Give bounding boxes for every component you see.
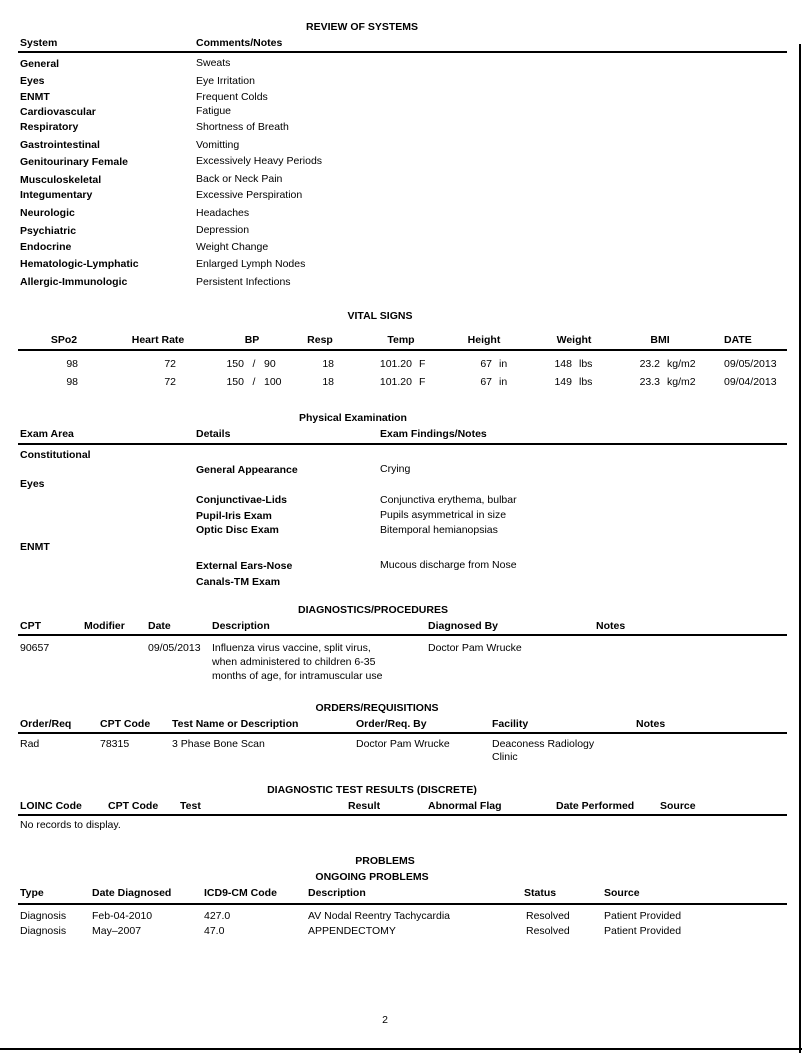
diag-description-line: months of age, for intramuscular use	[212, 670, 383, 682]
results-header-cpt: CPT Code	[108, 800, 159, 812]
vitals-height-unit: in	[499, 358, 508, 370]
vitals-header-resp: Resp	[307, 334, 333, 346]
divider	[18, 634, 787, 636]
results-header-source: Source	[660, 800, 696, 812]
vitals-weight: 149	[554, 376, 572, 388]
ros-system: ENMT	[20, 91, 50, 103]
orders-header-facility: Facility	[492, 718, 529, 730]
ros-note: Fatigue	[196, 105, 232, 117]
vitals-header-date: DATE	[724, 334, 752, 346]
vitals-header-height: Height	[467, 334, 501, 346]
ros-system: Respiratory	[20, 121, 79, 133]
orders-facility-line: Deaconess Radiology	[492, 738, 595, 750]
ros-note: Persistent Infections	[196, 276, 291, 288]
results-empty-message: No records to display.	[20, 819, 121, 831]
vitals-temp-unit: F	[419, 376, 426, 388]
ros-header-system: System	[20, 37, 58, 49]
divider	[18, 814, 787, 816]
vitals-header-bmi: BMI	[650, 334, 670, 346]
ros-note: Weight Change	[196, 241, 269, 253]
ros-system: General	[20, 58, 60, 70]
exam-area: Eyes	[20, 478, 45, 490]
vitals-header-bp: BP	[244, 334, 260, 346]
ros-note: Eye Irritation	[196, 75, 255, 87]
vitals-height: 67	[480, 358, 492, 370]
vitals-weight: 148	[554, 358, 572, 370]
vitals-bmi-unit: kg/m2	[667, 358, 696, 370]
problem-code: 47.0	[204, 925, 225, 937]
orders-title: ORDERS/REQUISITIONS	[315, 702, 439, 714]
orders-header-by: Order/Req. By	[356, 718, 427, 730]
problem-type: Diagnosis	[20, 910, 67, 922]
ros-note: Back or Neck Pain	[196, 173, 283, 185]
divider	[18, 349, 787, 351]
vitals-weight-unit: lbs	[579, 376, 593, 388]
ros-note: Headaches	[196, 207, 250, 219]
orders-test: 3 Phase Bone Scan	[172, 738, 265, 750]
ros-system: Gastrointestinal	[20, 139, 100, 151]
diag-header-notes: Notes	[596, 620, 626, 632]
ros-system: Psychiatric	[20, 225, 77, 237]
diag-header-cpt: CPT	[20, 620, 41, 632]
problems-header-date: Date Diagnosed	[92, 887, 172, 899]
exam-header-findings: Exam Findings/Notes	[380, 428, 487, 440]
ros-system: Integumentary	[20, 189, 93, 201]
exam-header-details: Details	[196, 428, 231, 440]
ros-system: Hematologic-Lymphatic	[20, 258, 139, 270]
vitals-date: 09/04/2013	[724, 376, 777, 388]
vitals-bp-separator: /	[252, 376, 256, 388]
ros-system: Eyes	[20, 75, 45, 87]
vitals-bp-separator: /	[252, 358, 256, 370]
orders-order: Rad	[20, 738, 40, 750]
vitals-header-heart-rate: Heart Rate	[131, 334, 185, 346]
problems-header-description: Description	[308, 887, 366, 899]
test-results-title: DIAGNOSTIC TEST RESULTS (DISCRETE)	[267, 784, 477, 796]
divider	[18, 903, 787, 905]
ros-system: Neurologic	[20, 207, 75, 219]
vitals-bmi: 23.2	[639, 358, 660, 370]
exam-detail: External Ears-Nose	[196, 560, 293, 572]
vitals-spo2: 98	[66, 376, 78, 388]
problems-title: PROBLEMS	[355, 855, 415, 867]
problem-source: Patient Provided	[604, 910, 682, 922]
ros-note: Enlarged Lymph Nodes	[196, 258, 306, 270]
vitals-bp-diastolic: 100	[264, 376, 282, 388]
ros-system: Allergic-Immunologic	[20, 276, 128, 288]
problems-header-status: Status	[524, 887, 557, 899]
problem-type: Diagnosis	[20, 925, 67, 937]
ros-system: Musculoskeletal	[20, 174, 102, 186]
results-header-abnormal-flag: Abnormal Flag	[428, 800, 502, 812]
results-header-date-performed: Date Performed	[556, 800, 635, 812]
vitals-title: VITAL SIGNS	[347, 310, 413, 322]
ros-note: Excessively Heavy Periods	[196, 155, 323, 167]
divider	[18, 51, 787, 53]
exam-finding: Conjunctiva erythema, bulbar	[380, 494, 517, 506]
vitals-bp-diastolic: 90	[264, 358, 276, 370]
vitals-bmi-unit: kg/m2	[667, 376, 696, 388]
results-header-test: Test	[180, 800, 201, 812]
vitals-temp: 101.20	[379, 376, 412, 388]
problems-header-code: ICD9-CM Code	[204, 887, 277, 899]
ros-note: Excessive Perspiration	[196, 189, 303, 201]
exam-header-area: Exam Area	[20, 428, 74, 440]
results-header-result: Result	[348, 800, 381, 812]
diag-cpt: 90657	[20, 642, 50, 654]
orders-header-cpt: CPT Code	[100, 718, 151, 730]
exam-detail: Optic Disc Exam	[196, 524, 279, 536]
vitals-bp-systolic: 150	[226, 358, 244, 370]
problem-description: APPENDECTOMY	[308, 925, 396, 937]
divider	[18, 443, 787, 445]
vitals-spo2: 98	[66, 358, 78, 370]
exam-finding: Mucous discharge from Nose	[380, 559, 517, 571]
ros-system: Endocrine	[20, 241, 72, 253]
vitals-height: 67	[480, 376, 492, 388]
vitals-height-unit: in	[499, 376, 508, 388]
diag-header-description: Description	[212, 620, 270, 632]
problems-header-type: Type	[20, 887, 44, 899]
vitals-bp-systolic: 150	[226, 376, 244, 388]
vitals-resp: 18	[322, 358, 334, 370]
exam-finding: Bitemporal hemianopsias	[380, 524, 498, 536]
problem-source: Patient Provided	[604, 925, 682, 937]
diagnostics-title: DIAGNOSTICS/PROCEDURES	[298, 604, 448, 616]
diag-diagnosed-by: Doctor Pam Wrucke	[428, 642, 522, 654]
problems-header-source: Source	[604, 887, 640, 899]
diag-header-diagnosed-by: Diagnosed By	[428, 620, 499, 632]
vitals-heart-rate: 72	[164, 358, 176, 370]
ros-note: Depression	[196, 224, 250, 236]
exam-finding: Pupils asymmetrical in size	[380, 509, 507, 521]
ros-system: Genitourinary Female	[20, 156, 128, 168]
exam-finding: Crying	[380, 463, 411, 475]
exam-detail: Canals-TM Exam	[196, 576, 281, 588]
ros-note: Shortness of Breath	[196, 121, 289, 133]
vitals-weight-unit: lbs	[579, 358, 593, 370]
problem-date: May–2007	[92, 925, 142, 937]
exam-title: Physical Examination	[299, 412, 407, 424]
problem-code: 427.0	[204, 910, 231, 922]
problems-subtitle: ONGOING PROBLEMS	[315, 871, 429, 883]
problem-date: Feb-04-2010	[92, 910, 153, 922]
diag-header-modifier: Modifier	[84, 620, 125, 632]
orders-facility-line: Clinic	[492, 751, 518, 763]
ros-note: Frequent Colds	[196, 91, 268, 103]
orders-header-notes: Notes	[636, 718, 666, 730]
vitals-date: 09/05/2013	[724, 358, 777, 370]
ros-header-notes: Comments/Notes	[196, 37, 283, 49]
page-border-right	[799, 44, 801, 1053]
exam-detail: General Appearance	[196, 464, 298, 476]
vitals-bmi: 23.3	[639, 376, 660, 388]
orders-header-test: Test Name or Description	[172, 718, 299, 730]
vitals-heart-rate: 72	[164, 376, 176, 388]
exam-detail: Conjunctivae-Lids	[196, 494, 288, 506]
vitals-resp: 18	[322, 376, 334, 388]
diag-header-date: Date	[148, 620, 171, 632]
ros-note: Vomitting	[196, 139, 240, 151]
orders-by: Doctor Pam Wrucke	[356, 738, 450, 750]
ros-note: Sweats	[196, 57, 231, 69]
page-number: 2	[382, 1014, 388, 1026]
orders-header-order: Order/Req	[20, 718, 72, 730]
ros-system: Cardiovascular	[20, 106, 96, 118]
exam-area: ENMT	[20, 541, 50, 553]
diag-date: 09/05/2013	[148, 642, 201, 654]
exam-detail: Pupil-Iris Exam	[196, 510, 272, 522]
vitals-header-weight: Weight	[556, 334, 592, 346]
vitals-header-temp: Temp	[387, 334, 415, 346]
orders-cpt: 78315	[100, 738, 130, 750]
page-border-bottom	[0, 1048, 802, 1050]
ros-title: REVIEW OF SYSTEMS	[305, 21, 418, 33]
problem-description: AV Nodal Reentry Tachycardia	[308, 910, 451, 922]
vitals-temp-unit: F	[419, 358, 426, 370]
problem-status: Resolved	[526, 925, 570, 937]
vitals-temp: 101.20	[379, 358, 412, 370]
problem-status: Resolved	[526, 910, 570, 922]
divider	[18, 732, 787, 734]
diag-description-line: when administered to children 6-35	[212, 656, 376, 668]
results-header-loinc: LOINC Code	[20, 800, 82, 812]
diag-description-line: Influenza virus vaccine, split virus,	[212, 642, 371, 654]
vitals-header-spo2: SPo2	[50, 334, 78, 346]
exam-area: Constitutional	[20, 449, 91, 461]
